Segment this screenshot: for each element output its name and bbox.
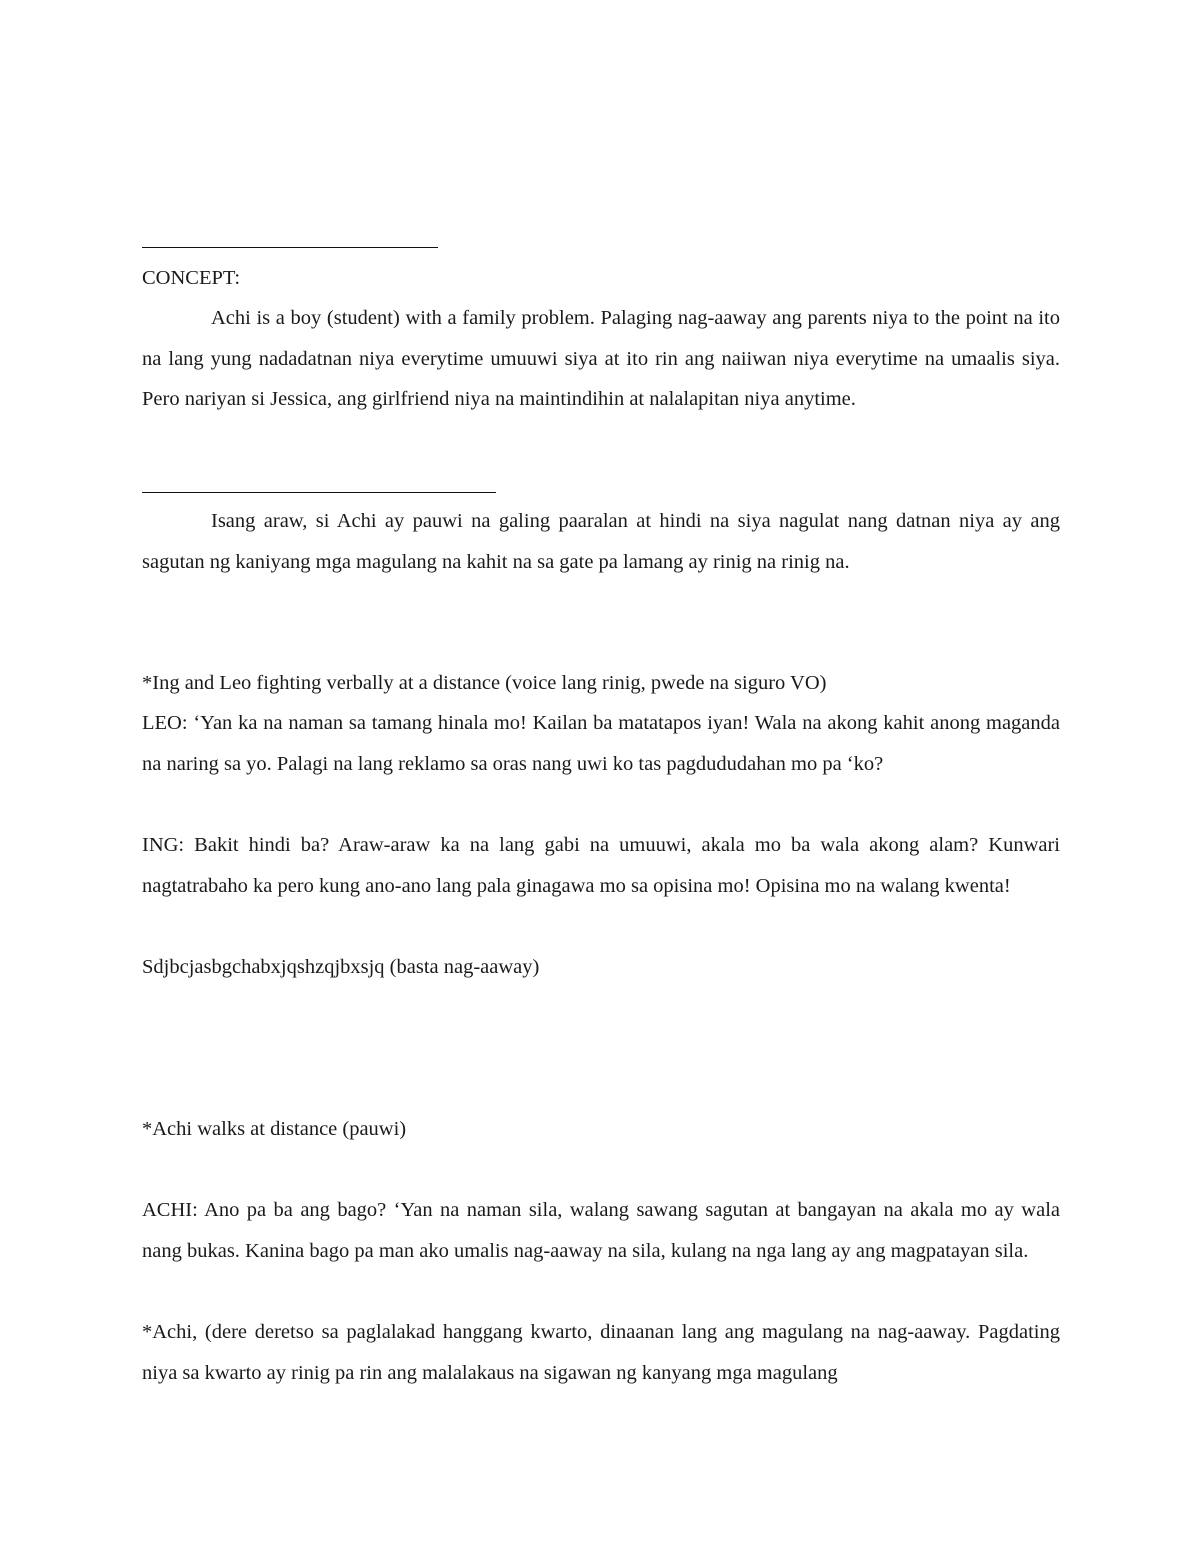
stage-direction-achi: *Achi, (dere deretso sa paglalakad hanggang kwarto, dinaanan lang ang magulang na nag-aaway. Pagdating niya sa kwarto ay rinig pa rin ang malalakaus na sigawan ng kanyang mga magulang (142, 1321, 1060, 1384)
stage-direction-walk: *Achi walks at distance (pauwi) (142, 1118, 407, 1140)
dialogue-ing: ING: Bakit hindi ba? Araw-araw ka na lang gabi na umuuwi, akala mo ba wala akong alam? Kunwari nagtatrabaho ka pero kung ano-ano lang pala ginagawa mo sa opisina mo! Opisina mo na walang kwenta! (142, 834, 1060, 897)
top-divider-line (142, 247, 438, 248)
dialogue-achi: ACHI: Ano pa ba ang bago? ‘Yan na naman sila, walang sawang sagutan at bangayan na akala mo ay wala nang bukas. Kanina bago pa man ako umalis nag-aaway na sila, kulang na nga lang ay ang magpatayan sila. (142, 1199, 1060, 1262)
dialogue-leo: LEO: ‘Yan ka na naman sa tamang hinala mo! Kailan ba matatapos iyan! Wala na akong kahit anong maganda na naring sa yo. Palagi na lang reklamo sa oras nang uwi ko tas pagdududahan mo pa ‘ko? (142, 712, 1060, 775)
section-divider-line (142, 492, 496, 493)
narration-paragraph: Isang araw, si Achi ay pauwi na galing paaralan at hindi na siya nagulat nang datnan niya ay ang sagutan ng kaniyang mga magulang na kahit na sa gate pa lamang ay rinig na rinig na. (142, 510, 1060, 573)
gibberish-line: Sdjbcjasbgchabxjqshzqjbxsjq (basta nag-aaway) (142, 956, 540, 978)
concept-paragraph: Achi is a boy (student) with a family problem. Palaging nag-aaway ang parents niya to the point na ito na lang yung nadadatnan niya everytime umuuwi siya at ito rin ang naiiwan niya everytime na umaalis siya. Pero nariyan si Jessica, ang girlfriend niya na maintindihin at nalalapitan niya anytime. (142, 307, 1060, 410)
concept-heading: CONCEPT: (142, 267, 241, 289)
stage-direction-fight: *Ing and Leo fighting verbally at a distance (voice lang rinig, pwede na siguro VO) (142, 672, 827, 694)
